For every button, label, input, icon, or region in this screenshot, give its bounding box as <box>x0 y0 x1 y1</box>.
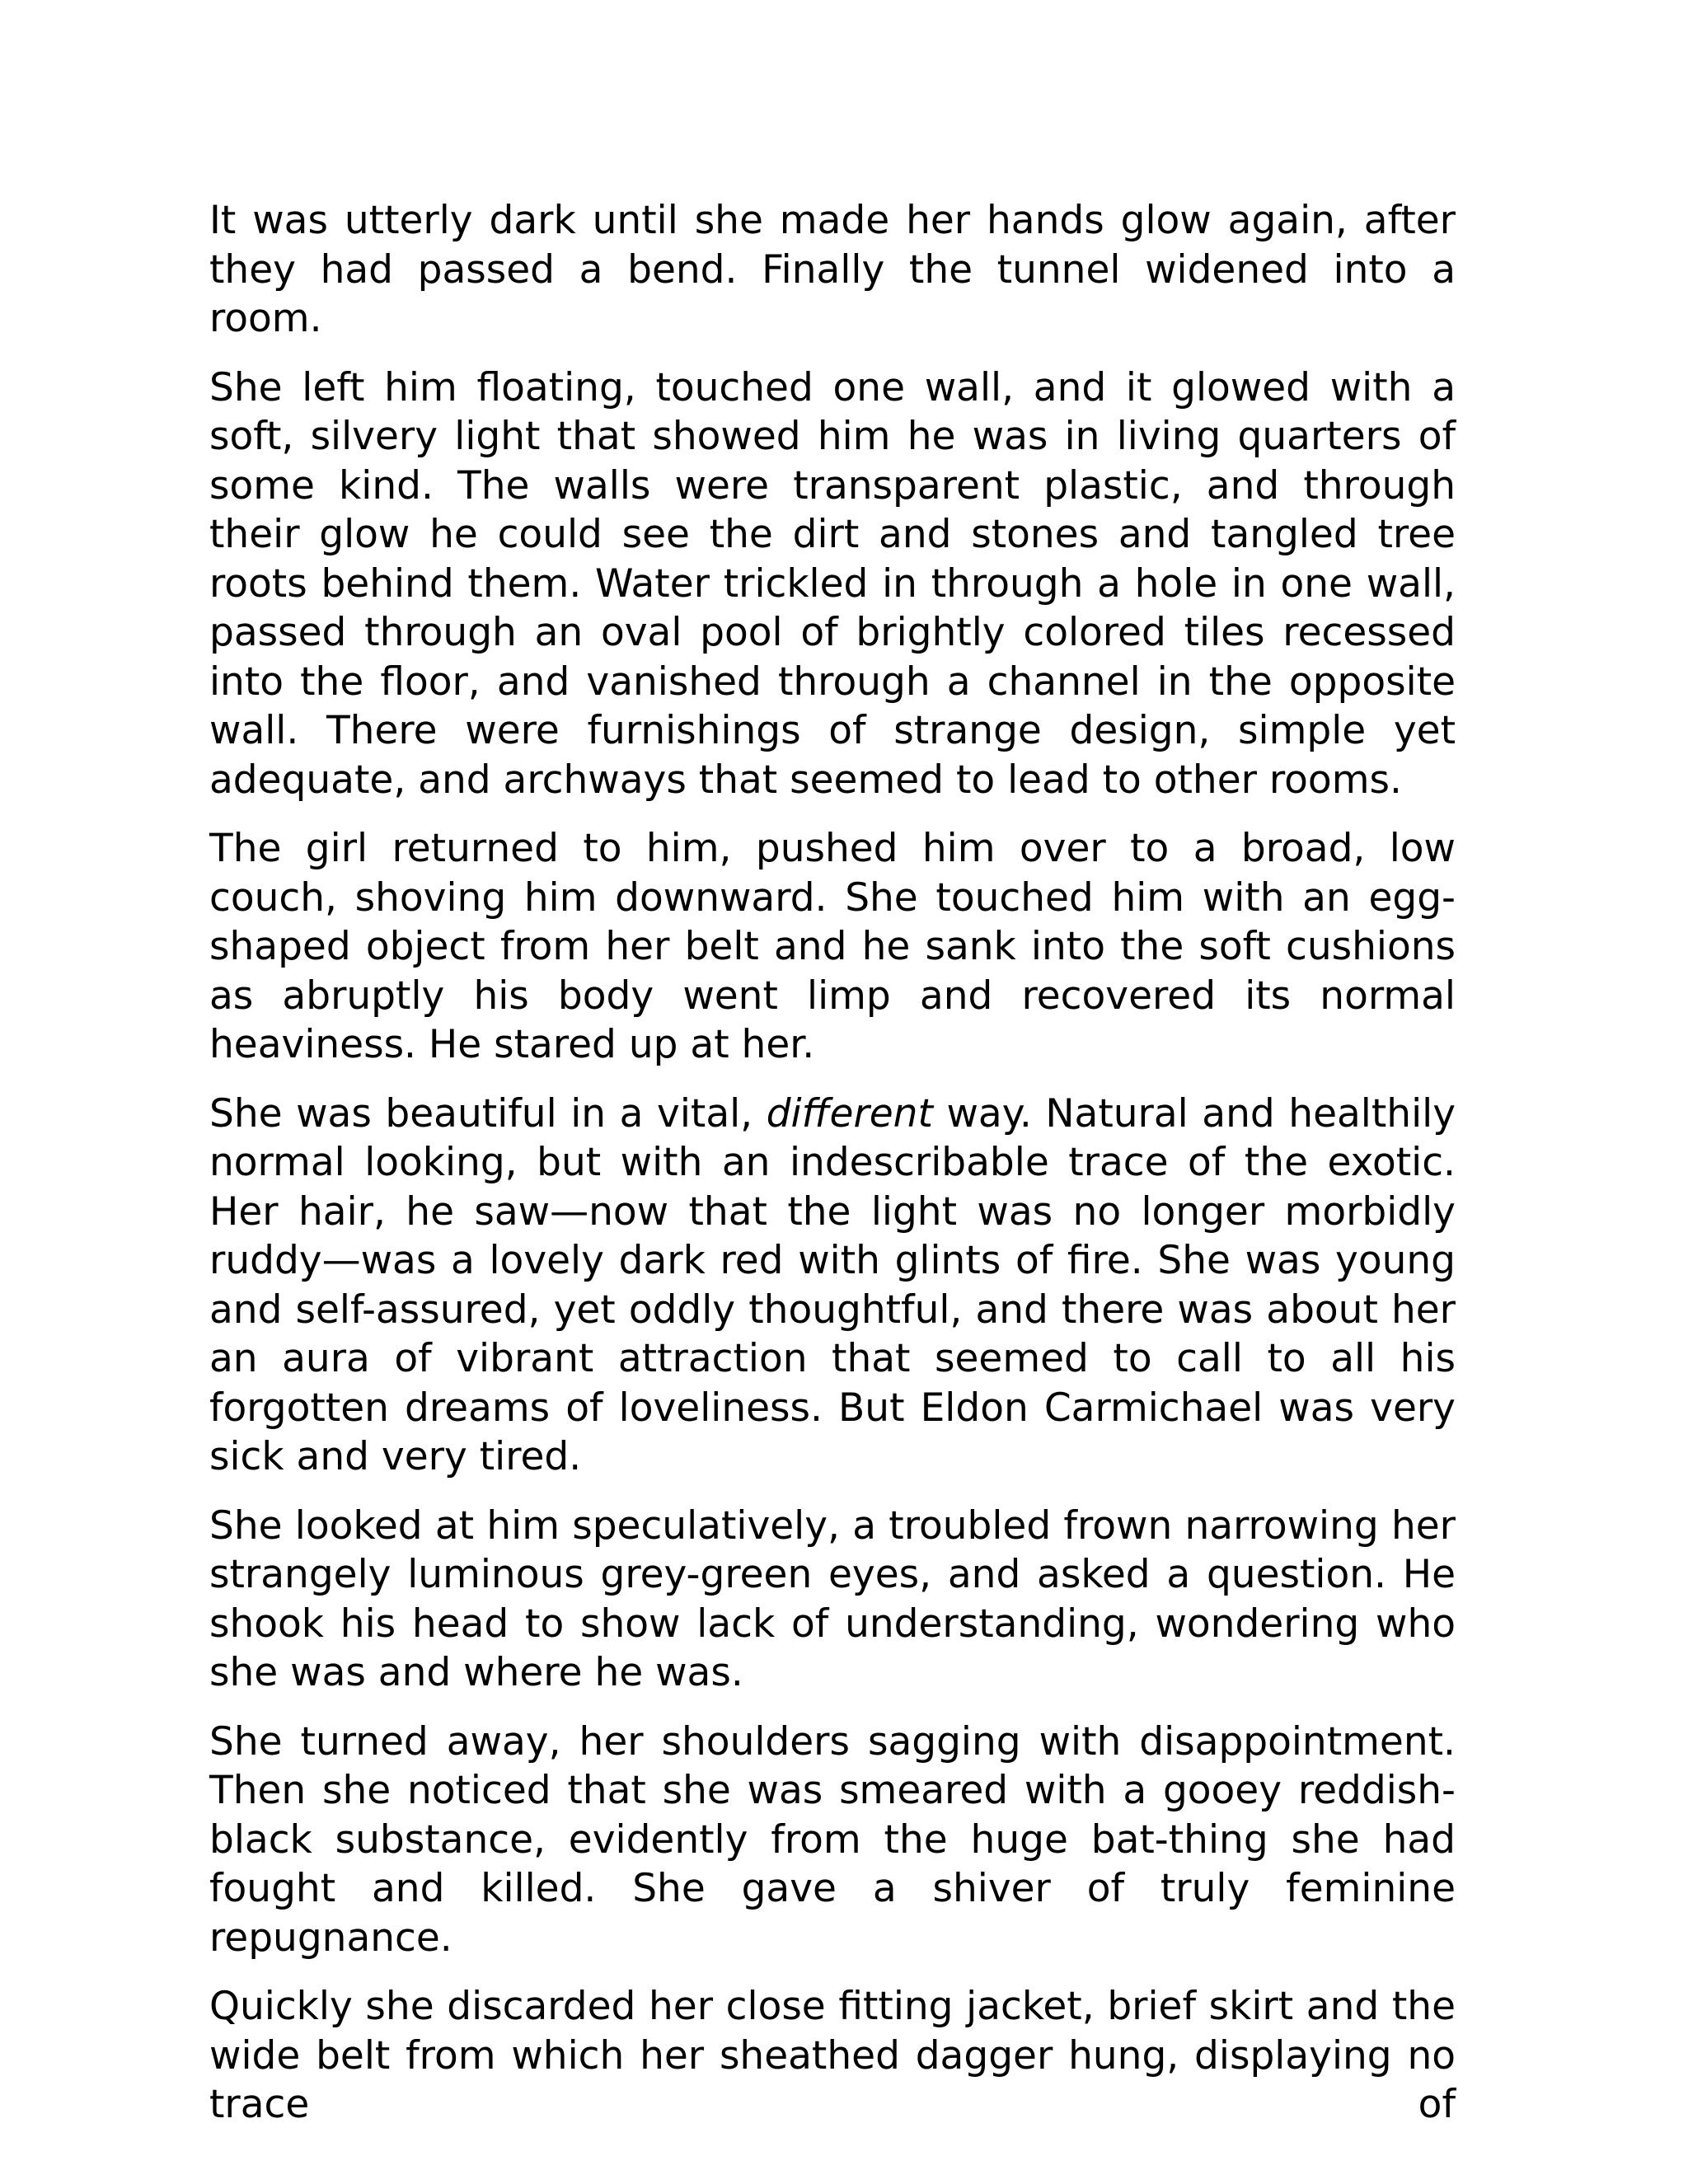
paragraph-4-part-1: She was beautiful in a vital, <box>209 1090 767 1137</box>
paragraph-4 <box>209 1090 1456 1482</box>
paragraph-5: She looked at him speculatively, a troubled frown narrowing her strangely luminous grey-green eyes, and asked a question. He shook his head to show lack of understanding, wondering who she was and where he was. <box>209 1502 1456 1695</box>
paragraph-3: The girl returned to him, pushed him over to a broad, low couch, shoving him downward. She touched him with an egg-shaped object from her belt and he sank into the soft cushions as abruptly his body went limp and recovered its normal heaviness. He stared up at her. <box>209 826 1456 1067</box>
paragraph-4-part-2: way. Natural and healthily normal looking, but with an indescribable trace of the exotic. Her hair, he saw—now that the light was no longer morbidly ruddy—was a lovely dark red with glints of fire. She was young and self-assured, yet oddly thoughtful, and there was about her an aura of vibrant attraction that seemed to call to all his forgotten dreams of loveliness. But Eldon Carmichael was very sick and very tired. <box>209 1090 1456 1479</box>
body-text <box>209 196 1456 2130</box>
paragraph-7: Quickly she discarded her close fitting jacket, brief skirt and the wide belt from which her sheathed dagger hung, displaying no trace of <box>209 1984 1456 2127</box>
paragraph-2: She left him floating, touched one wall, and it glowed with a soft, silvery light that showed him he was in living quarters of some kind. The walls were transparent plastic, and through their glow he could see the dirt and stones and tangled tree roots behind them. Water trickled in through a hole in one wall, passed through an oval pool of brightly colored tiles recessed into the floor, and vanished through a channel in the opposite wall. There were furnishings of strange design, simple yet adequate, and archways that seemed to lead to other rooms. <box>209 364 1456 803</box>
italic-emphasis: different <box>766 1090 933 1137</box>
paragraph-6: She turned away, her shoulders sagging with disappointment. Then she noticed that she was smeared with a gooey reddish-black substance, evidently from the huge bat-thing she had fought and killed. She gave a shiver of truly feminine repugnance. <box>209 1718 1456 1961</box>
paragraph-1: It was utterly dark until she made her hands glow again, after they had passed a bend. Finally the tunnel widened into a room. <box>209 198 1456 341</box>
